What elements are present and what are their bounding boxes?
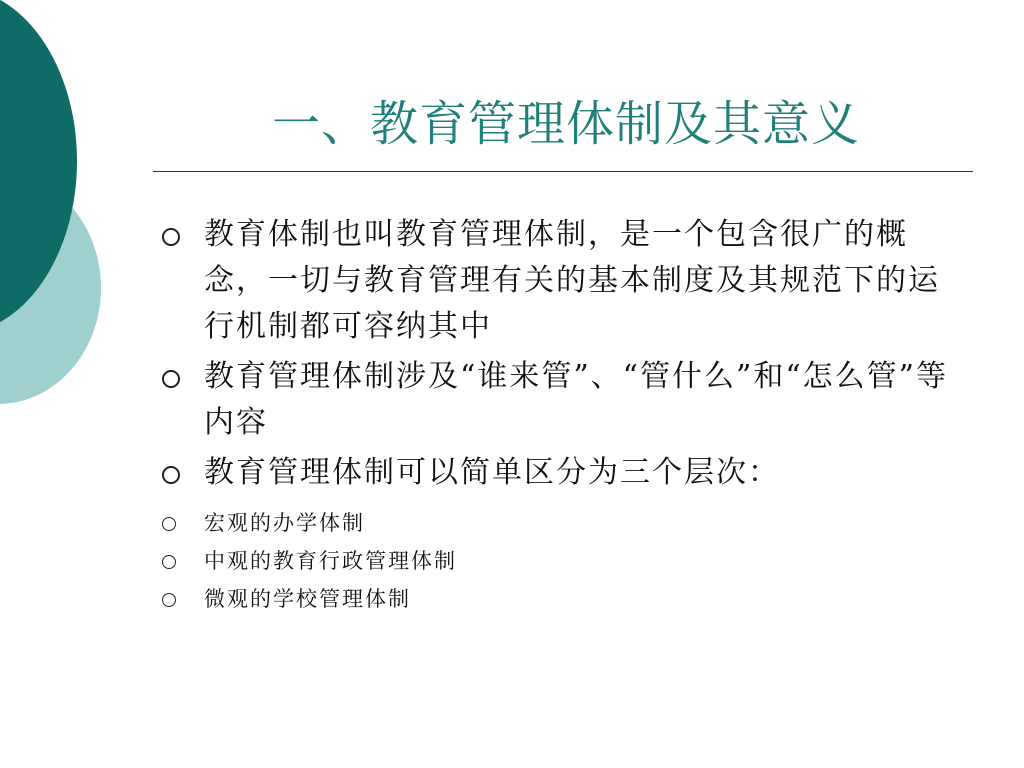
sub-bullet-text: 微观的学校管理体制 bbox=[204, 587, 411, 611]
bullet-item bbox=[162, 212, 962, 350]
hollow-circle-bullet-icon bbox=[162, 228, 180, 246]
hollow-circle-bullet-icon bbox=[162, 593, 176, 607]
sub-bullet-item bbox=[162, 580, 962, 618]
hollow-circle-bullet-icon bbox=[162, 466, 180, 484]
bullet-text: 教育管理体制涉及“谁来管”、“管什么”和“怎么管”等内容 bbox=[204, 359, 949, 440]
sub-bullet-text: 中观的教育行政管理体制 bbox=[204, 549, 457, 573]
hollow-circle-bullet-icon bbox=[162, 370, 180, 388]
bullet-list bbox=[162, 212, 962, 618]
bullet-text: 教育体制也叫教育管理体制，是一个包含很广的概念，一切与教育管理有关的基本制度及其规范下的运行机制都可容纳其中 bbox=[204, 217, 940, 344]
sub-bullet-item bbox=[162, 504, 962, 542]
sub-bullet-text: 宏观的办学体制 bbox=[204, 511, 365, 535]
title-divider bbox=[153, 171, 973, 172]
hollow-circle-bullet-icon bbox=[162, 517, 176, 531]
slide-title: 一、教育管理体制及其意义 bbox=[271, 96, 860, 152]
bullet-item bbox=[162, 354, 962, 446]
sub-bullet-item bbox=[162, 542, 962, 580]
bullet-text: 教育管理体制可以简单区分为三个层次： bbox=[204, 455, 780, 490]
bullet-item bbox=[162, 450, 962, 496]
hollow-circle-bullet-icon bbox=[162, 555, 176, 569]
